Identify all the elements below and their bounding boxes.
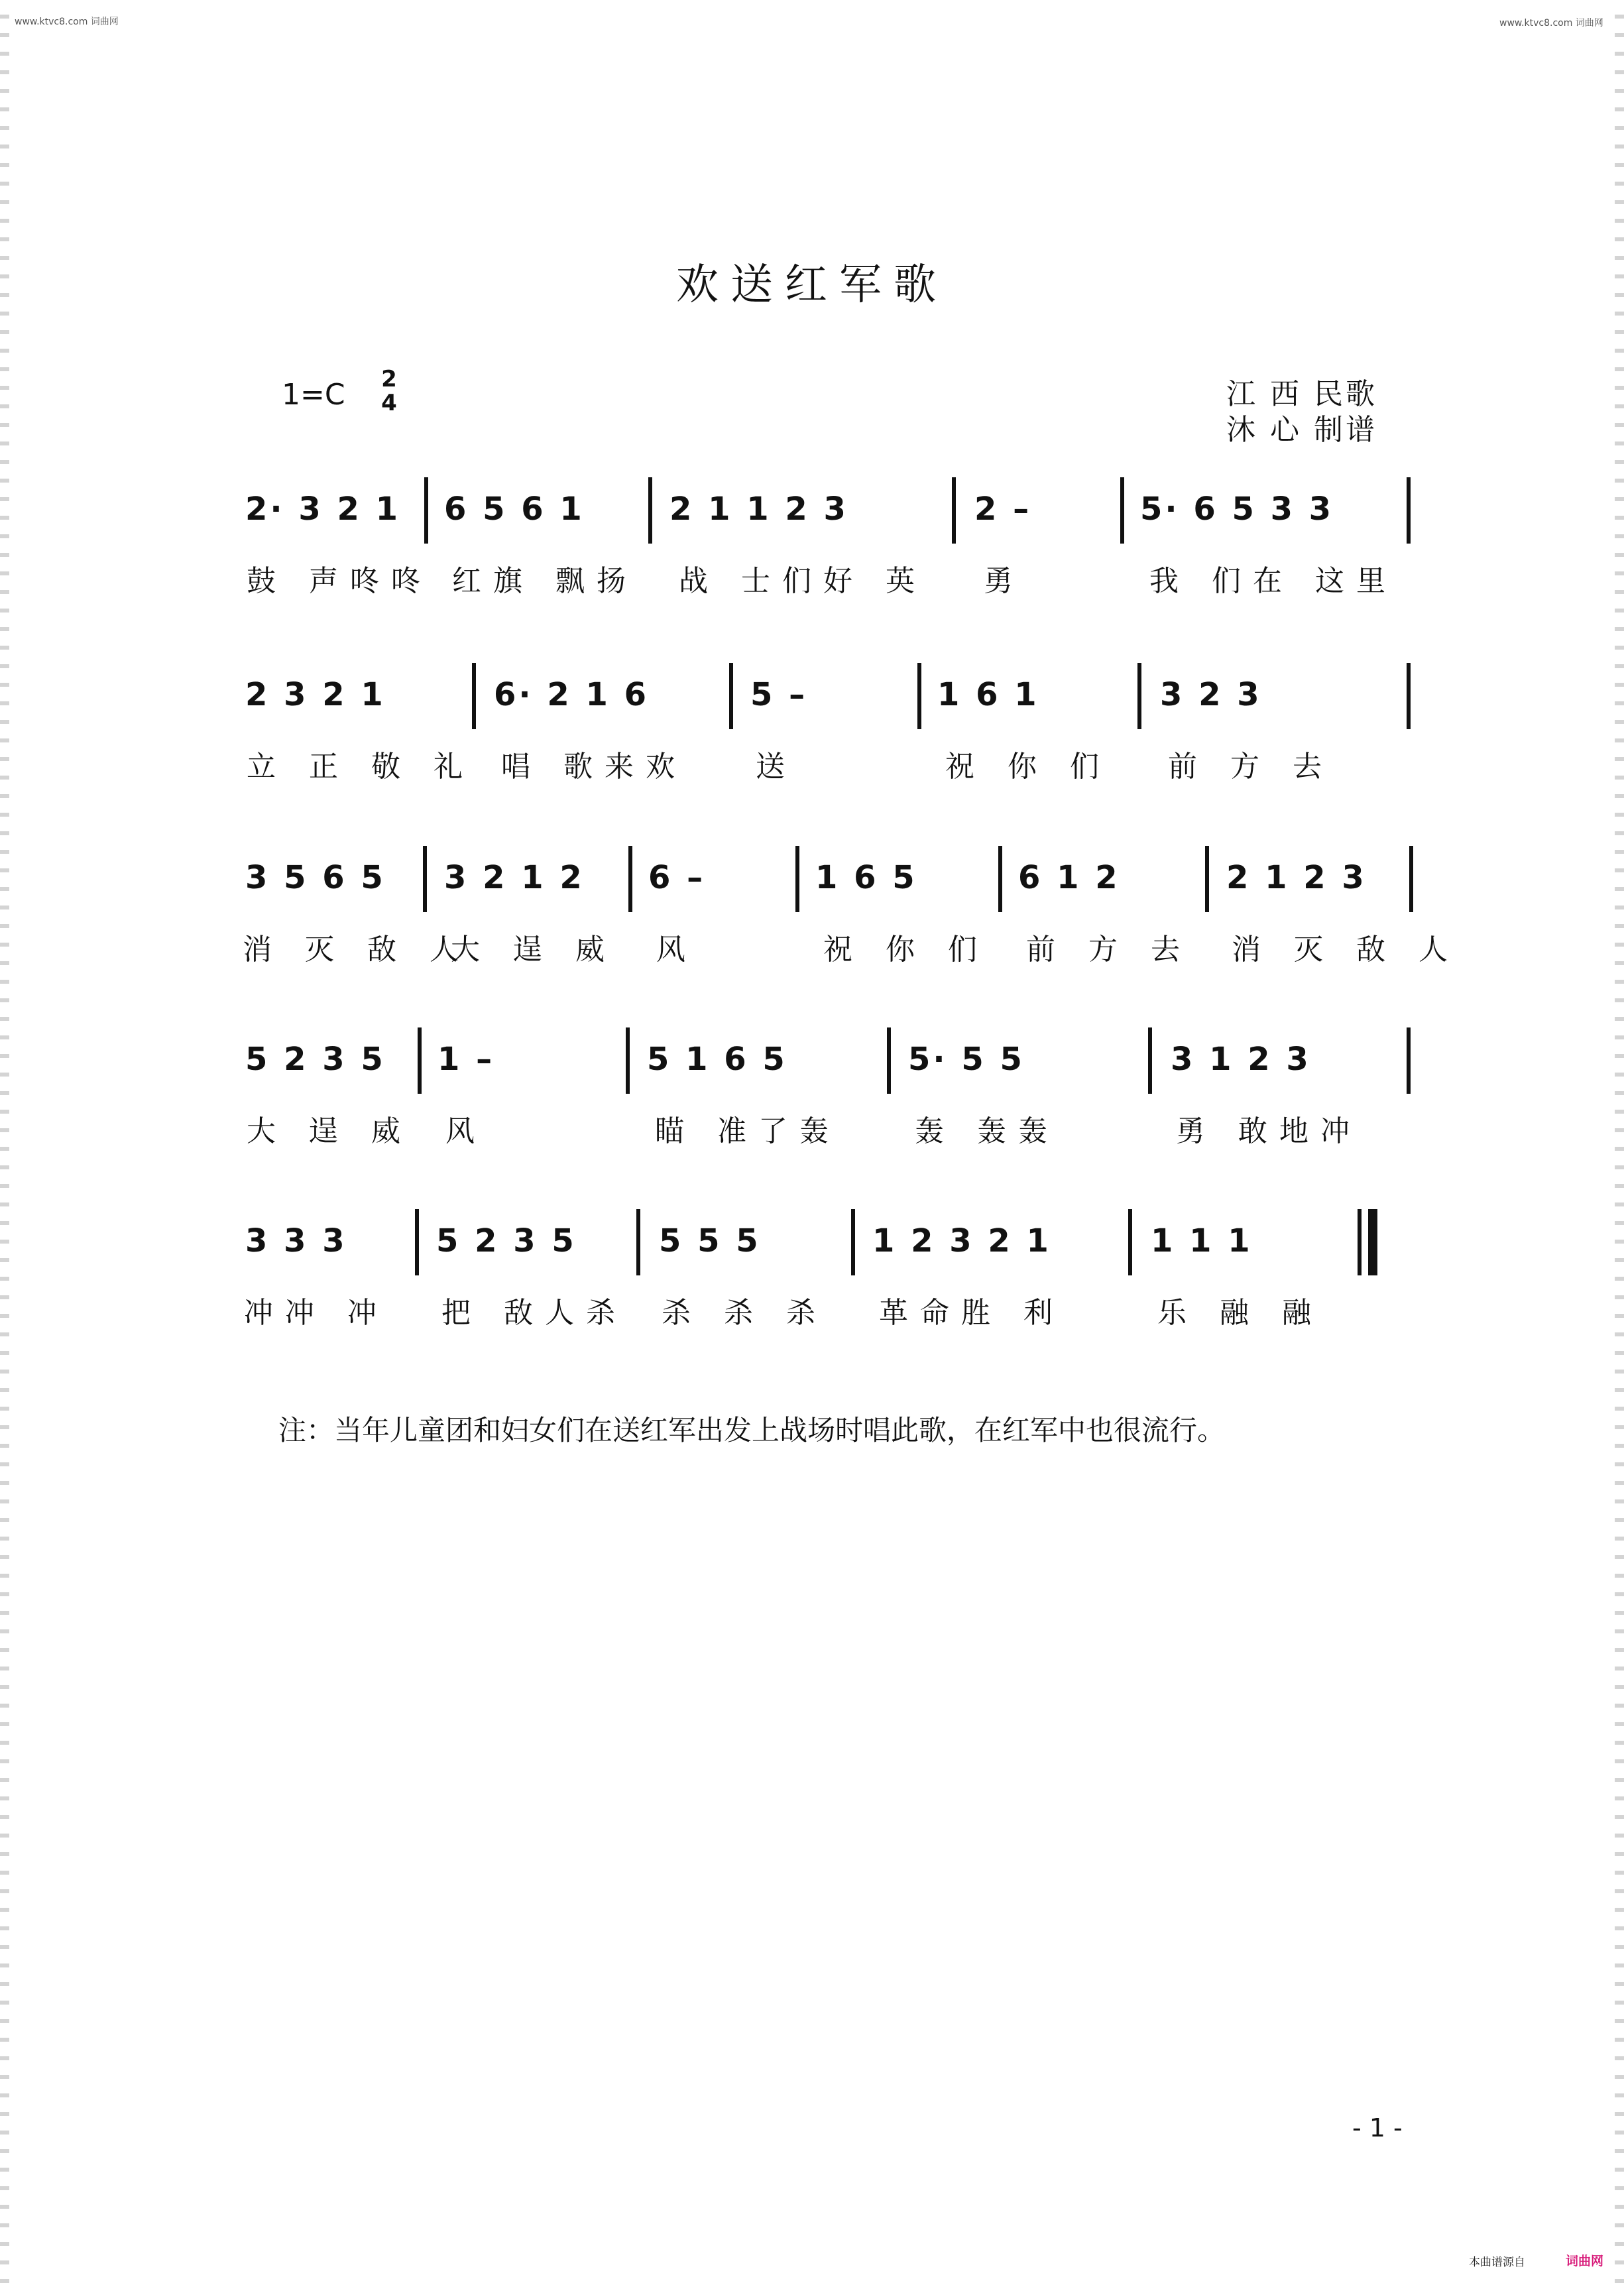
measure: [931, 663, 1130, 729]
measure: [430, 1209, 628, 1275]
measure-notes: 5· 6 5 3 3: [1140, 491, 1334, 528]
measure: [1012, 846, 1197, 912]
measure: [437, 477, 636, 544]
song-origin: 江 西 民歌: [1226, 377, 1377, 411]
measure-notes: 5 –: [750, 676, 808, 713]
lyric-segment: 战 士们好 英: [679, 564, 927, 598]
lyric-segment: 前 方 去: [1168, 750, 1334, 784]
measure-notes: 2 1 2 3: [1226, 859, 1367, 896]
lyric-segment: 杀 杀 杀: [662, 1296, 827, 1330]
measure: [809, 846, 994, 912]
bar-line: [1205, 846, 1209, 912]
measure-notes: 1 2 3 2 1: [872, 1222, 1051, 1259]
lyric-segment: 前 方 去: [1026, 933, 1192, 966]
lyric-segment: 立 正 敬 礼: [247, 750, 475, 784]
score-row-5: [0, 1209, 1624, 1342]
score-row-4: [0, 1027, 1624, 1160]
source-credit: 本曲谱源自: [1469, 2256, 1525, 2269]
bar-line: [851, 1209, 855, 1275]
lyric-segment: 消 灭 敌 人: [1232, 933, 1460, 966]
bar-line: [423, 846, 427, 912]
bar-line: [1407, 1027, 1411, 1094]
bar-line: [418, 1027, 422, 1094]
measure: [652, 1209, 838, 1275]
final-bar-thick: [1368, 1209, 1377, 1275]
lyric-segment: 大 逞 威: [451, 933, 616, 966]
lyric-segment: 冲冲 冲: [244, 1296, 388, 1330]
measure: [642, 846, 787, 912]
measure: [1144, 1209, 1343, 1275]
key-signature: 1=C: [282, 378, 345, 412]
header-left-site: www.ktvc8.com 词曲网: [15, 17, 119, 27]
time-signature-top: 2: [381, 366, 397, 392]
measure-notes: 3 2 3: [1160, 676, 1262, 713]
measure-notes: 6 1 2: [1018, 859, 1120, 896]
measure: [239, 477, 418, 544]
measure-notes: 3 5 6 5: [245, 859, 386, 896]
measure: [239, 663, 464, 729]
lyric-segment: 祝 你 们: [945, 750, 1111, 784]
bar-line: [1137, 663, 1141, 729]
lyric-segment: 勇: [984, 564, 1025, 598]
measure-notes: 5 2 3 5: [436, 1222, 577, 1259]
bar-line: [887, 1027, 891, 1094]
measure: [744, 663, 909, 729]
lyric-segment: 勇 敢地冲: [1176, 1114, 1362, 1148]
lyric-segment: 把 敌人杀: [441, 1296, 627, 1330]
measure-notes: 5 2 3 5: [245, 1041, 386, 1078]
measure: [437, 846, 623, 912]
song-title: 欢送红军歌: [676, 261, 948, 310]
measure-notes: 6 –: [648, 859, 706, 896]
final-bar-thin: [1358, 1209, 1362, 1275]
bar-line: [1120, 477, 1124, 544]
lyric-segment: 革命胜 利: [879, 1296, 1065, 1330]
measure: [901, 1027, 1140, 1094]
measure-notes: 2 3 2 1: [245, 676, 386, 713]
score-row-2: [0, 663, 1624, 795]
bar-line: [636, 1209, 640, 1275]
lyric-segment: 红旗 飘扬: [452, 564, 638, 598]
song-arranger: 沐 心 制谱: [1226, 413, 1377, 447]
measure: [866, 1209, 1118, 1275]
lyric-segment: 我 们在 这里: [1149, 564, 1397, 598]
measure-notes: 2· 3 2 1: [245, 491, 400, 528]
lyric-segment: 大 逞 威: [247, 1114, 412, 1148]
lyric-segment: 祝 你 们: [823, 933, 989, 966]
measure-notes: 3 3 3: [245, 1222, 347, 1259]
measure-notes: 1 6 5: [815, 859, 917, 896]
lyric-segment: 乐 融 融: [1157, 1296, 1323, 1330]
measure-notes: 2 –: [974, 491, 1032, 528]
measure-notes: 5 5 5: [659, 1222, 761, 1259]
measure: [239, 846, 418, 912]
measure: [968, 477, 1114, 544]
time-signature-bottom: 4: [381, 390, 397, 416]
lyric-segment: 送: [756, 750, 797, 784]
lyric-segment: 风: [656, 933, 697, 966]
lyric-segment: 鼓 声咚咚: [247, 564, 432, 598]
measure: [1153, 663, 1399, 729]
bar-line: [795, 846, 799, 912]
header-right-site: www.ktvc8.com 词曲网: [1499, 18, 1603, 29]
measure-notes: 5 1 6 5: [647, 1041, 787, 1078]
measure-notes: 3 2 1 2: [444, 859, 585, 896]
bar-line: [952, 477, 956, 544]
measure-notes: 6· 2 1 6: [494, 676, 649, 713]
bar-line: [648, 477, 652, 544]
site-logo: 词曲网: [1566, 2254, 1604, 2268]
bar-line: [1409, 846, 1413, 912]
measure-notes: 1 1 1: [1151, 1222, 1253, 1259]
bar-line: [1407, 477, 1411, 544]
footnote: 注：当年儿童团和妇女们在送红军出发上战场时唱此歌，在红军中也很流行。: [278, 1414, 1226, 1446]
bar-line: [424, 477, 428, 544]
bar-line: [998, 846, 1002, 912]
time-signature: [379, 368, 399, 414]
measure: [663, 477, 941, 544]
measure-notes: 3 1 2 3: [1171, 1041, 1311, 1078]
score-row-1: [0, 477, 1624, 610]
bar-line: [626, 1027, 630, 1094]
bar-line: [1148, 1027, 1152, 1094]
lyric-segment: 瞄 准了轰: [655, 1114, 841, 1148]
bar-line: [1128, 1209, 1132, 1275]
lyric-segment: 轰 轰轰: [915, 1114, 1059, 1148]
measure: [1220, 846, 1405, 912]
measure: [640, 1027, 879, 1094]
measure-notes: 2 1 1 2 3: [669, 491, 848, 528]
measure-notes: 1 6 1: [937, 676, 1039, 713]
measure: [1133, 477, 1399, 544]
measure-notes: 6 5 6 1: [444, 491, 585, 528]
score-row-3: [0, 846, 1624, 978]
bar-line: [472, 663, 476, 729]
bar-line: [628, 846, 632, 912]
bar-line: [1407, 663, 1411, 729]
measure-notes: 5· 5 5: [908, 1041, 1025, 1078]
measure-notes: 1 –: [437, 1041, 495, 1078]
measure: [239, 1209, 404, 1275]
measure: [1164, 1027, 1403, 1094]
lyric-segment: 唱 歌来欢: [501, 750, 687, 784]
measure: [431, 1027, 616, 1094]
bar-line: [729, 663, 733, 729]
measure: [487, 663, 719, 729]
bar-line: [917, 663, 921, 729]
page-number: - 1 -: [1352, 2113, 1403, 2142]
lyric-segment: 消 灭 敌 人: [243, 933, 471, 966]
bar-line: [415, 1209, 419, 1275]
measure: [239, 1027, 411, 1094]
lyric-segment: 风: [445, 1114, 487, 1148]
